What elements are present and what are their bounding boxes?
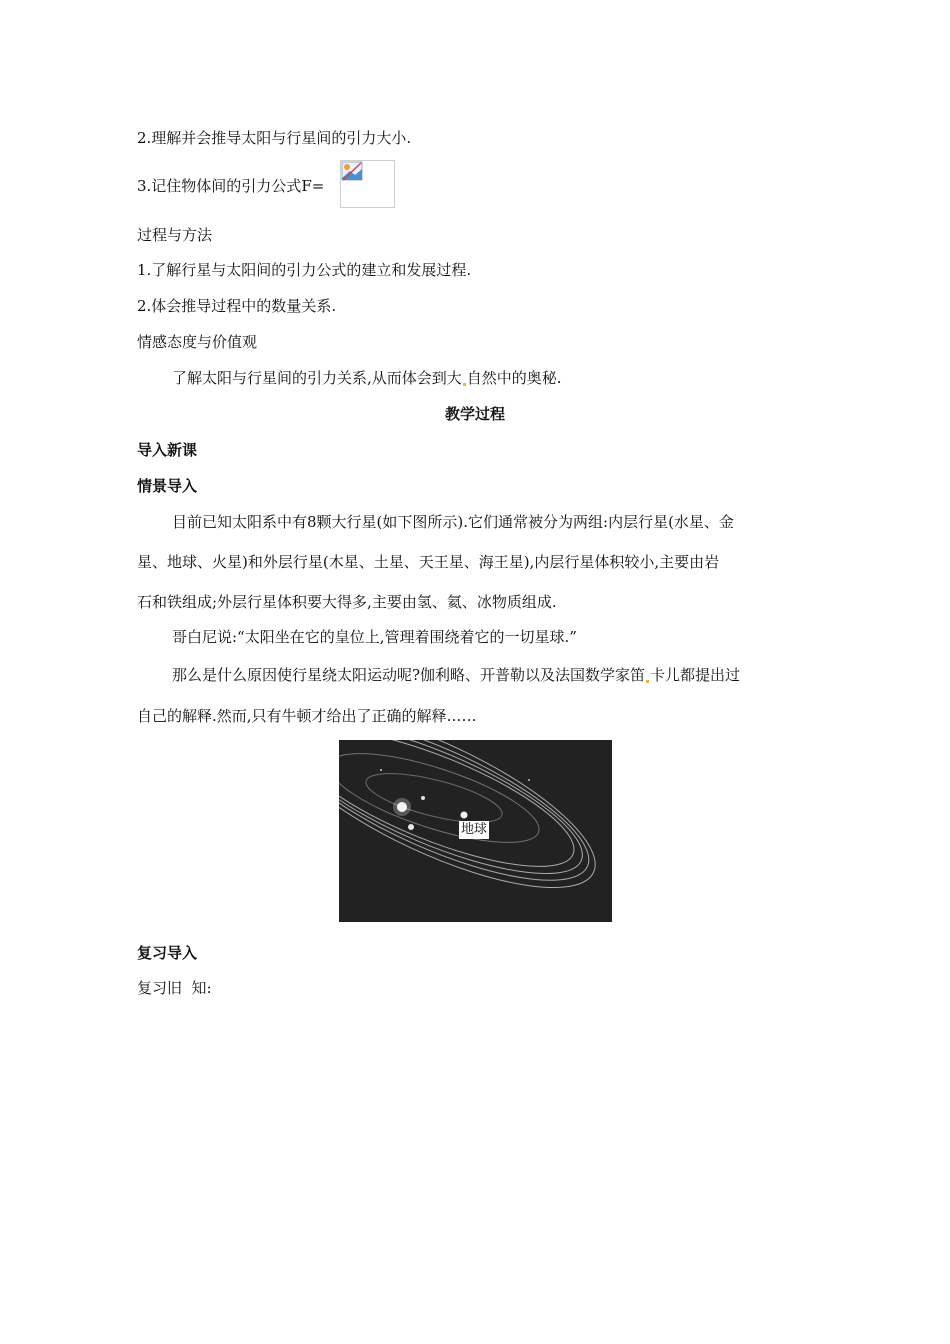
paragraph-3-line-2: 自己的解释.然而,只有牛顿才给出了正确的解释…… [137,707,477,725]
paragraph-1-line-1: 目前已知太阳系中有8颗大行星(如下图所示).它们通常被分为两组:内层行星(水星、金 [172,513,734,531]
marker-dot [646,680,649,683]
review-text: 复习旧 知: [137,979,212,997]
paragraph-1-line-3: 石和铁组成;外层行星体积要大得多,主要由氢、氦、冰物质组成. [137,593,557,611]
broken-image-icon [341,161,363,181]
intro-heading: 导入新课 [137,441,198,459]
earth-label: 地球 [461,822,488,837]
attitude-text: 了解太阳与行星间的引力关系,从而体会到大 自然中的奥秘. [172,369,562,387]
process-method-heading: 过程与方法 [137,226,213,244]
marker-dot [463,383,466,386]
attitude-heading: 情感态度与价值观 [137,333,258,351]
objective-3-prefix: 3.记住物体间的引力公式F= [137,177,325,195]
formula-image [340,160,395,208]
paragraph-3-line-1: 那么是什么原因使行星绕太阳运动呢?伽利略、开普勒以及法国数学家笛 卡儿都提出过 [172,666,741,684]
objective-2: 2.理解并会推导太阳与行星间的引力大小. [137,129,412,147]
scene-heading: 情景导入 [137,477,198,495]
paragraph-2: 哥白尼说:“太阳坐在它的皇位上,管理着围绕着它的一切星球.” [172,628,577,646]
review-heading: 复习导入 [137,944,198,962]
section-title: 教学过程 [444,405,505,423]
process-method-item-1: 1.了解行星与太阳间的引力公式的建立和发展过程. [137,261,472,279]
process-method-item-2: 2.体会推导过程中的数量关系. [137,297,337,315]
paragraph-1-line-2: 星、地球、火星)和外层行星(木星、土星、天王星、海王星),内层行星体积较小,主要由岩 [137,553,720,571]
